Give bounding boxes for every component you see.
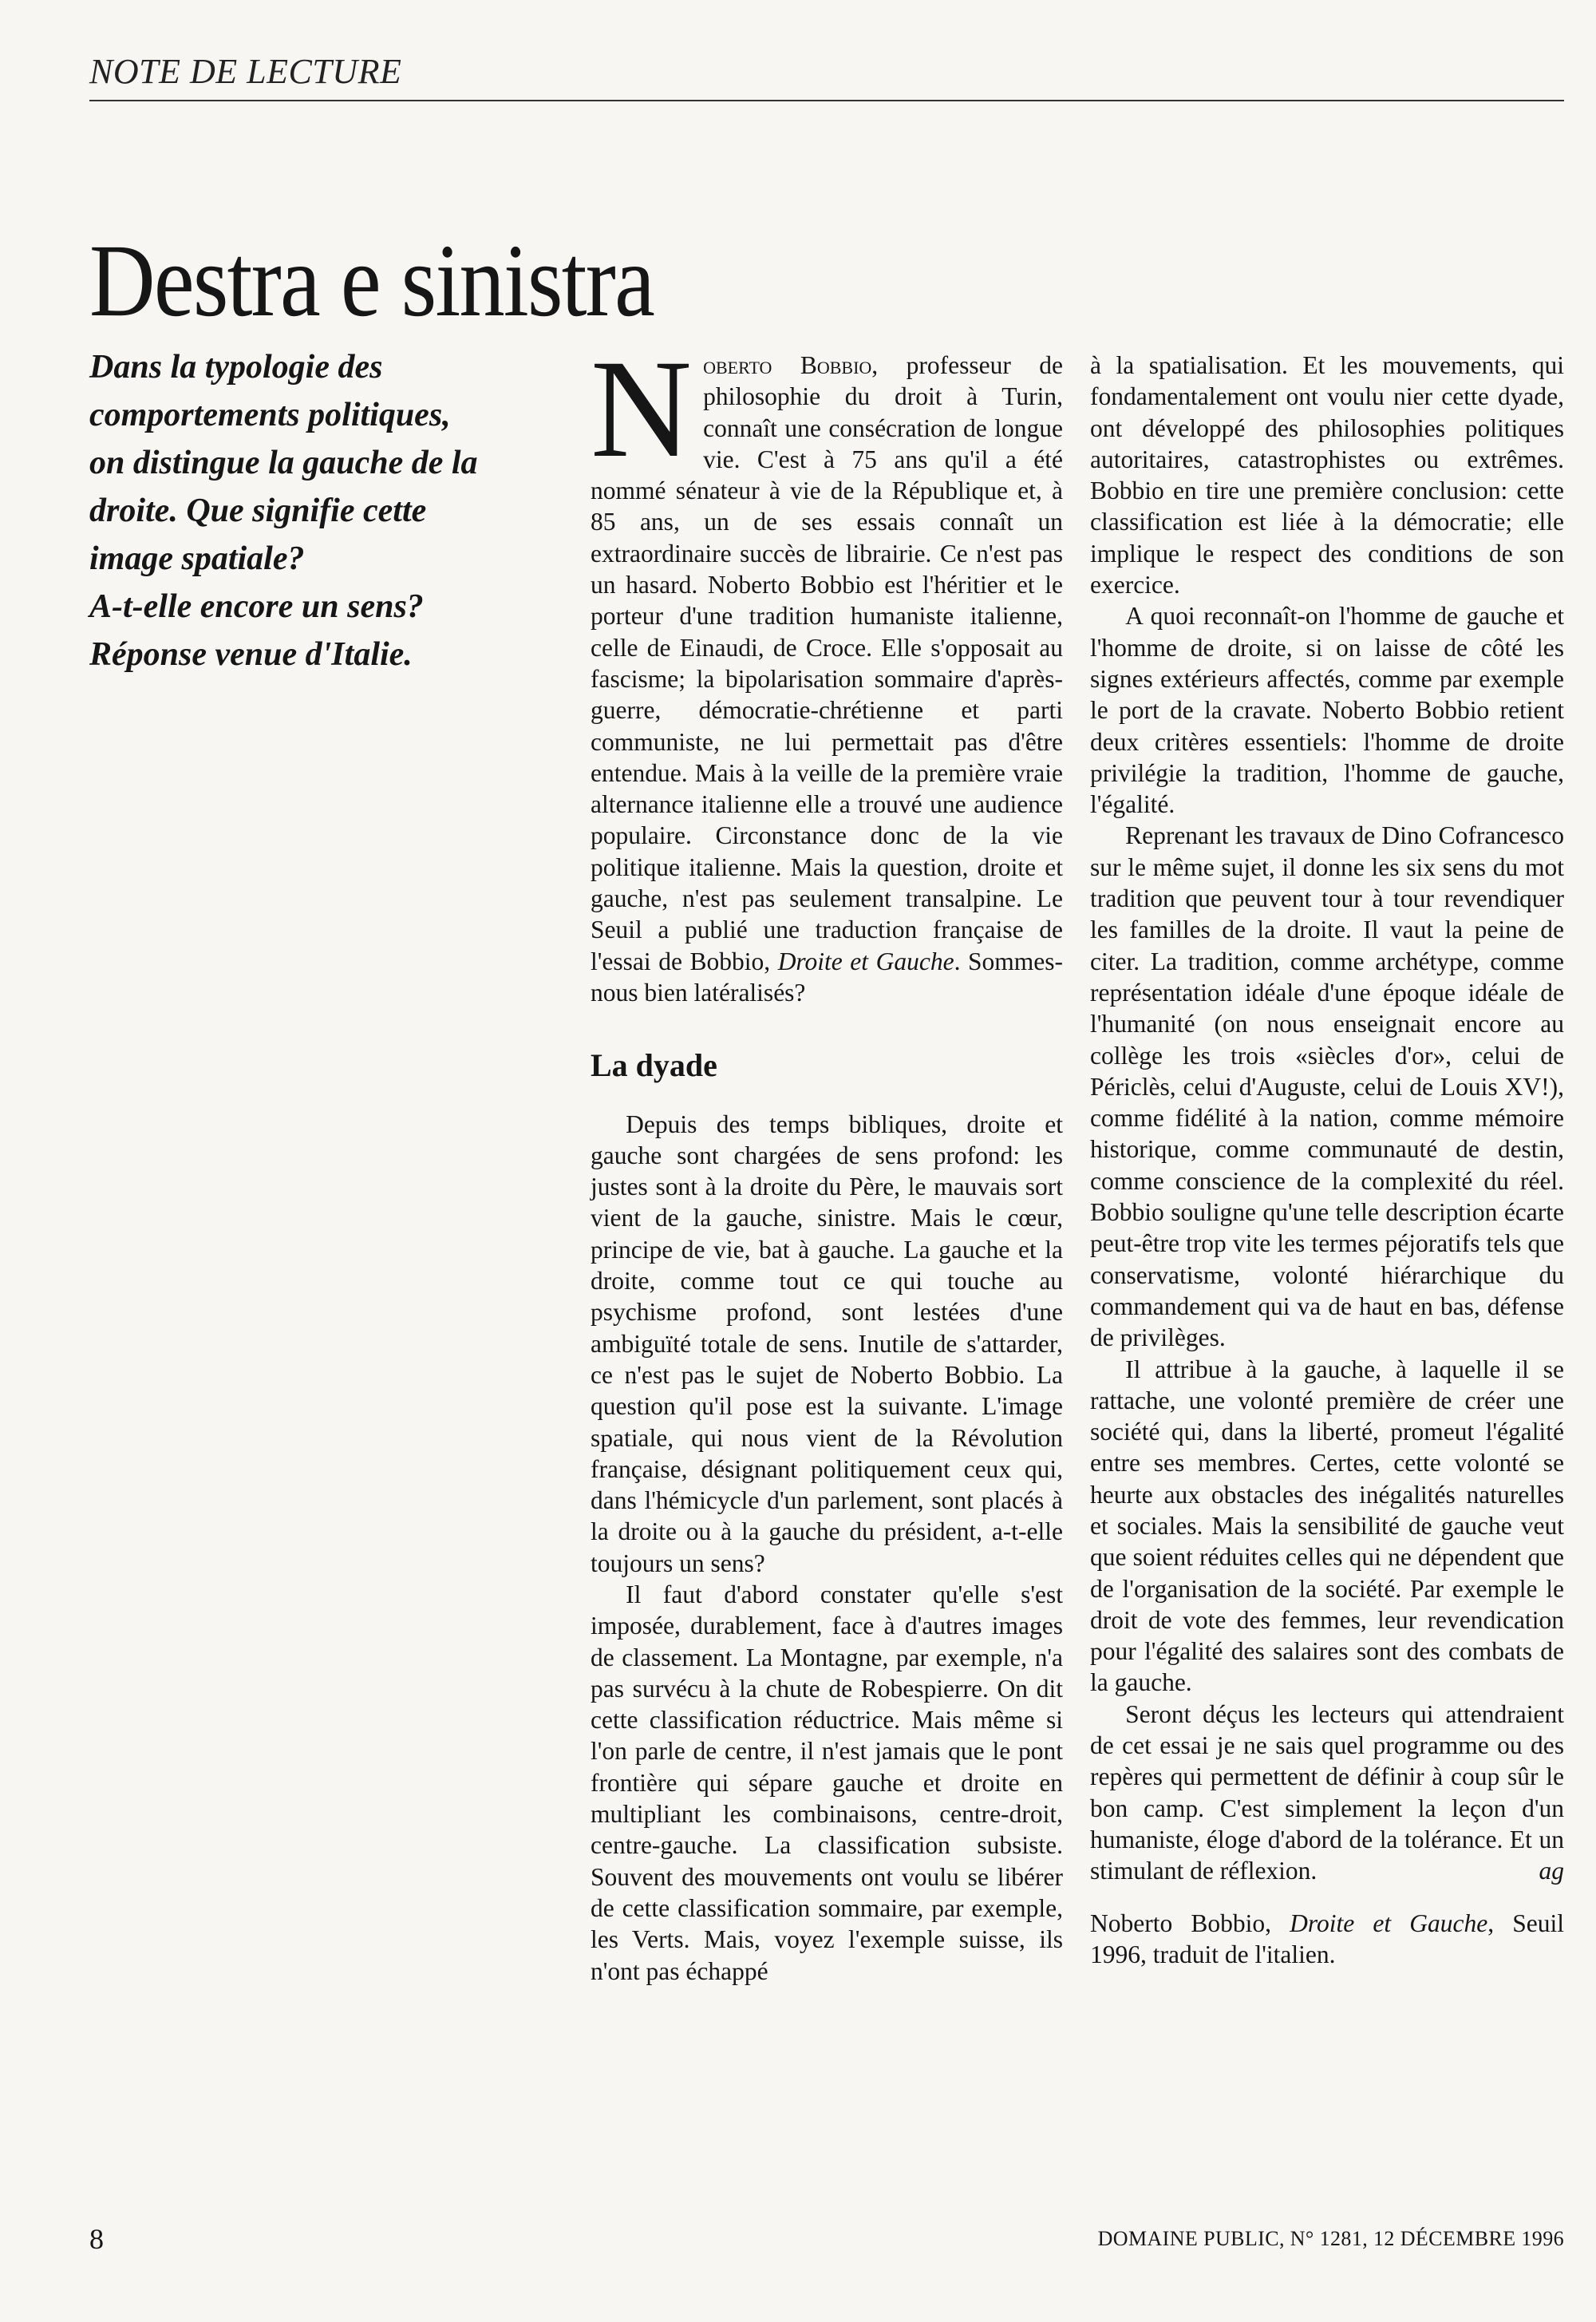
lede-line: on distingue la gauche de la bbox=[89, 445, 478, 481]
drop-cap: N bbox=[591, 331, 693, 487]
author-name: oberto Bobbio bbox=[703, 351, 872, 379]
bibliography bbox=[1090, 1908, 1564, 1971]
paragraph: Depuis des temps bibliques, droite et gauche sont chargées de sens profond: les justes sont à la droite du Père, le mauvais sort vient de la gauche, sinistre. Mais le cœur, principe de vie, bat à gauche. La gauche et la droite, comme tout ce qui touche au psychisme profond, sont lestées d'une ambiguïté totale de sens. Inutile de s'attarder, ce n'est pas le sujet de Noberto Bobbio. La question qu'il pose est la suivante. L'image spatiale, qui nous vient de la Révolution française, désignant politiquement ceux qui, dans l'hémicycle d'un parlement, sont placés à la droite ou à la gauche du président, a-t-elle toujours un sens? bbox=[591, 1110, 1063, 1577]
paragraph-intro bbox=[591, 331, 1063, 1008]
subheading: La dyade bbox=[591, 1047, 717, 1084]
page-number: 8 bbox=[89, 2223, 104, 2255]
section-label: NOTE DE LECTURE bbox=[89, 52, 402, 91]
lede-line: image spatiale? bbox=[89, 540, 305, 577]
lede-line: Réponse venue d'Italie. bbox=[89, 636, 413, 673]
biblio-author: Noberto Bobbio, bbox=[1090, 1909, 1290, 1937]
paragraph: Reprenant les travaux de Dino Cofrancesco sur le même sujet, il donne les six sens du mot tradition que peuvent tour à tour revendiquer les familles de la droite. Il vaut la peine de citer. La tradition, comme archétype, comme représentation idéale d'une époque idéale de l'humanité (on nous enseignait encore au collège les trois «siècles d'or», celui de Périclès, celui d'Auguste, celui de Louis XV!), comme fidélité à la nation, comme mémoire historique, comme communauté de destin, comme conscience de la complexité du réel. Bobbio souligne qu'une telle description écarte peut-être trop vite les termes péjoratifs tels que conservatisme, volonté hiérarchique du commandement qui va de haut en bas, défense de privilèges. bbox=[1090, 821, 1564, 1352]
issue-info: DOMAINE PUBLIC, N° 1281, 12 DÉCEMBRE 1996 bbox=[1097, 2227, 1564, 2250]
lede-line: A-t-elle encore un sens? bbox=[89, 588, 424, 625]
article-column-2 bbox=[1090, 350, 1564, 1970]
paragraph-text: Seront déçus les lecteurs qui attendraient de cet essai je ne sais quel programme ou des repères qui permettent de définir à coup sûr le bon camp. C'est simplement la leçon d'un humaniste, éloge d'abord de la tolérance. Et un stimulant de réflexion. bbox=[1090, 1699, 1564, 1885]
paragraph-text: . Sommes-nous bien latéralisés? bbox=[591, 947, 1063, 1007]
paragraph: Il faut d'abord constater qu'elle s'est imposée, durablement, face à d'autres images de classement. La Montagne, par exemple, n'a pas survécu à la chute de Robespierre. On dit cette classification réductrice. Mais même si l'on parle de centre, il n'est jamais que le pont frontière qui sépare gauche et droite en multipliant les combinaisons, centre-droit, centre-gauche. La classification subsiste. Souvent des mouvements ont voulu se libérer de cette classification sommaire, par exemple, les Verts. Mais, voyez l'exemple suisse, ils n'ont pas échappé bbox=[591, 1580, 1063, 1985]
lede-line: droite. Que signifie cette bbox=[89, 492, 427, 529]
paragraph-final bbox=[1090, 1699, 1564, 1887]
article-lede bbox=[89, 343, 568, 678]
lede-line: Dans la typologie des bbox=[89, 349, 383, 386]
paragraph-text: , professeur de philosophie du droit à Turin, connaît une consécration de longue vie. C'est à 75 ans qu'il a été nommé sénateur à vie de la République et, à 85 ans, un de ses essais connaît un extraordinaire succès de librairie. Ce n'est pas un hasard. Noberto Bobbio est l'héritier et le porteur d'une tradition humaniste italienne, celle de Einaudi, de Croce. Elle s'opposait au fascisme; la bipolarisation sommaire d'après-guerre, démocratie-chrétienne et parti communiste, ne lui permettait pas d'être entendue. Mais à la veille de la première vraie alternance italienne elle a trouvé une audience populaire. Circonstance donc de la vie politique italienne. Mais la question, droite et gauche, n'est pas seulement transalpine. Le Seuil a publié une traduction française de l'essai de Bobbio, bbox=[591, 351, 1063, 975]
article-title: Destra e sinistra bbox=[89, 223, 654, 339]
biblio-title: Droite et Gauche bbox=[1290, 1909, 1488, 1937]
author-signature: ag bbox=[1539, 1857, 1564, 1885]
lede-line: comportements politiques, bbox=[89, 397, 451, 433]
book-title: Droite et Gauche bbox=[777, 947, 954, 975]
section-header bbox=[89, 51, 1564, 101]
article-column-1 bbox=[591, 331, 1063, 1987]
paragraph: A quoi reconnaît-on l'homme de gauche et l'homme de droite, si on laisse de côté les signes extérieurs affectés, comme par exemple le port de la cravate. Noberto Bobbio retient deux critères essentiels: l'homme de droite privilégie la tradition, l'homme de gauche, l'égalité. bbox=[1090, 602, 1564, 819]
paragraph-continued: à la spatialisation. Et les mouvements, qui fondamentalement ont voulu nier cette dyade, ont développé des philosophies politiques autoritaires, catastrophistes ou extrêmes. Bobbio en tire une première conclusion: cette classification est liée à la démocratie; elle implique le respect des conditions de son exercice. bbox=[1090, 351, 1564, 599]
paragraph: Il attribue à la gauche, à laquelle il se rattache, une volonté première de créer une société qui, dans la liberté, promeut l'égalité entre ses membres. Certes, cette volonté se heurte aux obstacles des inégalités naturelles et sociales. Mais la sensibilité de gauche veut que soient réduites celles qui ne dépendent que de l'organisation de la société. Par exemple le droit de vote des femmes, leur revendication pour l'égalité des salaires sont des combats de la gauche. bbox=[1090, 1355, 1564, 1697]
biblio-details: , Seuil 1996, traduit de l'italien. bbox=[1090, 1909, 1564, 1968]
